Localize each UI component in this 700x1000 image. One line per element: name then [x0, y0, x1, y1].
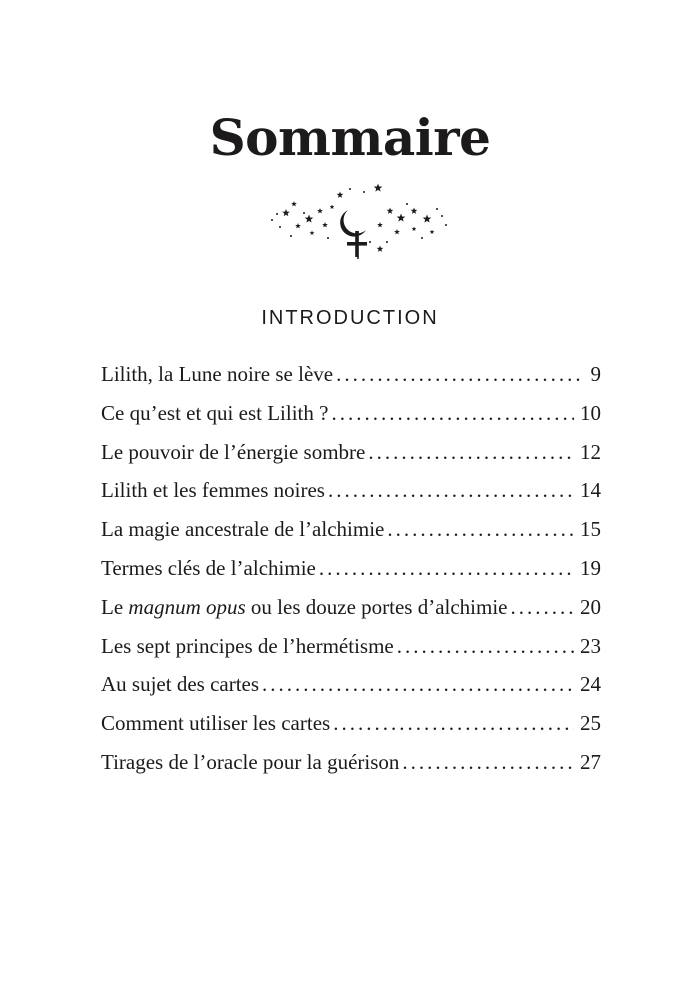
toc-entry-title: Lilith, la Lune noire se lève [101, 362, 334, 386]
toc-page-number: 15 [580, 517, 601, 542]
toc-entry [101, 711, 601, 750]
toc-entry-title: Les sept principes de l’hermétisme [101, 633, 394, 658]
toc-entry-title: Tirages de l’oracle pour la guérison [101, 749, 400, 774]
star-dot-icon [441, 215, 443, 217]
star-icon [322, 222, 328, 227]
toc-entry-title: Lilith et les femmes noires [101, 478, 325, 503]
dot-leader [262, 672, 574, 697]
star-icon [295, 223, 301, 228]
toc-page-number: 25 [580, 711, 601, 736]
dot-leader [336, 362, 584, 387]
star-icon [282, 209, 290, 216]
star-dot-icon [357, 257, 359, 259]
star-icon [394, 229, 400, 234]
star-icon [387, 208, 394, 214]
dot-leader [402, 750, 574, 775]
star-icon [374, 184, 383, 192]
star-dot-icon [279, 226, 281, 228]
toc-entry [101, 362, 601, 401]
table-of-contents [101, 362, 601, 789]
section-heading: INTRODUCTION [261, 307, 439, 329]
star-icon [337, 192, 344, 198]
star-icon [412, 227, 417, 232]
dot-leader [397, 634, 574, 659]
toc-entry [101, 595, 601, 634]
toc-page-number: 24 [580, 672, 601, 697]
toc-page-number: 12 [580, 439, 601, 464]
star-icon [430, 230, 435, 235]
star-dot-icon [303, 212, 305, 214]
toc-entry-title [101, 595, 508, 620]
star-icon [411, 208, 418, 214]
star-icon [305, 215, 314, 223]
star-icon [423, 215, 432, 223]
star-dot-icon [421, 237, 423, 239]
star-icon [330, 205, 335, 210]
star-dot-icon [271, 219, 273, 221]
dot-leader [368, 440, 574, 465]
dot-leader [331, 401, 574, 426]
dot-leader [387, 517, 574, 542]
toc-entry [101, 478, 601, 517]
toc-page-number: 20 [580, 594, 601, 619]
dot-leader [511, 595, 574, 620]
toc-title-italic: magnum opus [128, 594, 246, 619]
star-icon [377, 222, 383, 227]
toc-entry [101, 517, 601, 556]
star-icon [317, 208, 323, 213]
star-icon [310, 231, 315, 236]
toc-entry [101, 556, 601, 595]
star-dot-icon [436, 208, 438, 210]
star-dot-icon [276, 213, 278, 215]
toc-entry [101, 401, 601, 440]
star-dot-icon [327, 237, 329, 239]
star-dot-icon [406, 203, 408, 205]
star-dot-icon [386, 241, 388, 243]
star-icon [397, 214, 406, 222]
toc-entry-title: Au sujet des cartes [101, 672, 260, 697]
toc-entry-title: Ce qu’est et qui est Lilith ? [101, 400, 329, 425]
venus-crescent-stars-icon [262, 176, 452, 264]
toc-entry-title: Termes clés de l’alchimie [101, 555, 316, 580]
dot-leader [333, 711, 574, 736]
toc-entry [101, 634, 601, 673]
star-dot-icon [445, 224, 447, 226]
star-icon [291, 201, 297, 206]
toc-page-number: 19 [580, 555, 601, 580]
dot-leader [319, 556, 574, 581]
star-dot-icon [369, 241, 371, 243]
toc-page-number: 14 [580, 478, 601, 503]
dot-leader [328, 478, 574, 503]
toc-page-number: 23 [580, 633, 601, 658]
toc-page-number: 9 [590, 362, 601, 386]
toc-entry-title: La magie ancestrale de l’alchimie [101, 517, 385, 542]
toc-entry-title: Le pouvoir de l’énergie sombre [101, 439, 366, 464]
star-dot-icon [290, 235, 292, 237]
toc-title-start: Le [101, 594, 129, 619]
star-dot-icon [349, 188, 351, 190]
star-dot-icon [363, 191, 365, 193]
toc-entry [101, 750, 601, 789]
toc-title-end: ou les douze portes d’alchimie [245, 594, 508, 619]
toc-page-number: 10 [580, 400, 601, 425]
page-title: Sommaire [209, 108, 491, 167]
toc-entry-title: Comment utiliser les cartes [101, 711, 331, 736]
star-icon [377, 246, 384, 252]
toc-entry [101, 672, 601, 711]
toc-entry [101, 440, 601, 479]
toc-page-number: 27 [580, 749, 601, 774]
